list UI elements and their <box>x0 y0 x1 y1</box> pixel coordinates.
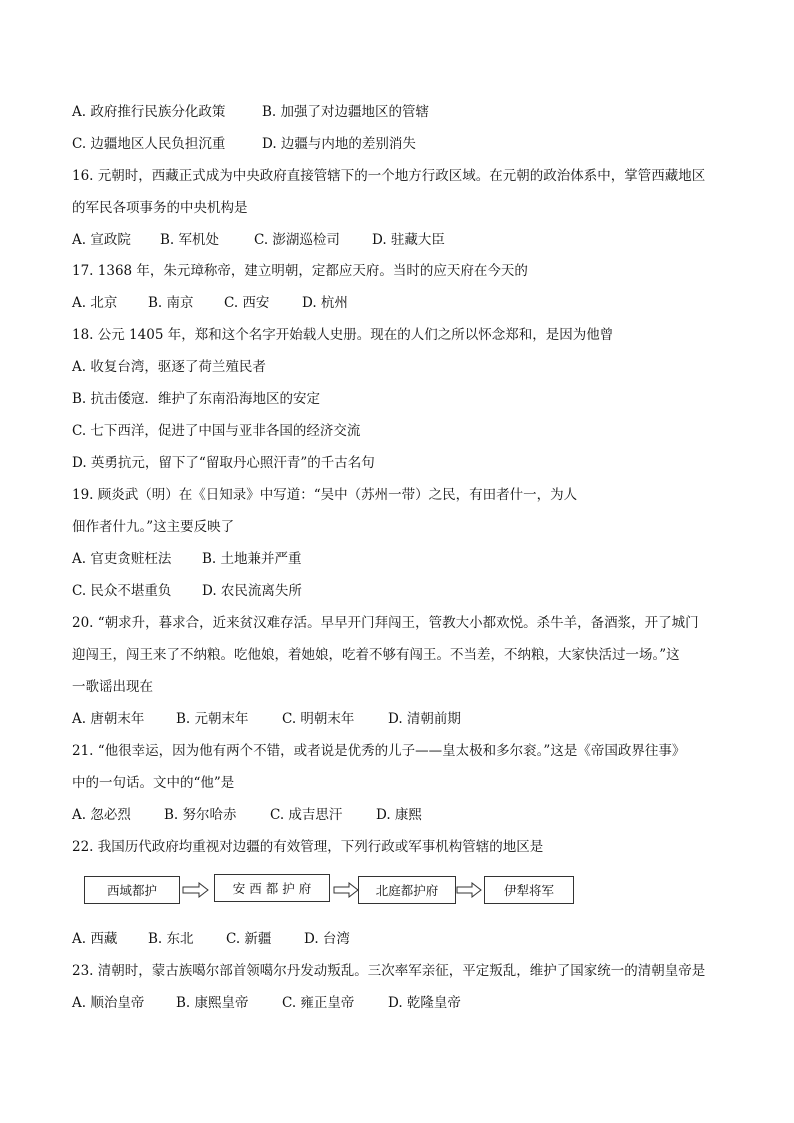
q21-stem-line-2: 中的一句话。文中的“他”是 <box>72 775 235 791</box>
q23-stem: 23. 清朝时，蒙古族噶尔部首领噶尔丹发动叛乱。三次率军亲征，平定叛乱，维护了国家统一的清朝皇帝是 <box>72 963 706 979</box>
arrow-right-icon <box>332 882 360 898</box>
q19-option-a[interactable]: A. 官吏贪赃枉法 <box>72 551 172 567</box>
q15-option-b[interactable]: B. 加强了对边疆地区的管辖 <box>262 104 430 120</box>
q20-stem-line-3: 一歌谣出现在 <box>72 679 153 695</box>
q17-option-a[interactable]: A. 北京 <box>72 295 118 311</box>
q16-options <box>72 231 445 249</box>
q17-options <box>72 294 348 312</box>
q23-option-b[interactable]: B. 康熙皇帝 <box>176 995 249 1011</box>
q18-option-b[interactable]: B. 抗击倭寇．维护了东南沿海地区的安定 <box>72 391 321 407</box>
q16-option-b[interactable]: B. 军机处 <box>160 232 220 248</box>
q22-option-c[interactable]: C. 新疆 <box>226 931 272 947</box>
q16-option-c[interactable]: C. 澎湖巡检司 <box>254 232 340 248</box>
q20-option-b[interactable]: B. 元朝末年 <box>176 711 249 727</box>
q22-stem: 22. 我国历代政府均重视对边疆的有效管理，下列行政或军事机构管辖的地区是 <box>72 839 544 855</box>
q19-option-d[interactable]: D. 农民流离失所 <box>202 583 302 599</box>
q19-option-c[interactable]: C. 民众不堪重负 <box>72 583 172 599</box>
q20-stem-line-1: 20. “朝求升，暮求合，近来贫汉难存活。早早开门拜闯王，管教大小都欢悦。杀牛羊，备酒浆，开了城门 <box>72 615 699 631</box>
q19-stem-line-1: 19. 顾炎武（明）在《日知录》中写道：“吴中（苏州一带）之民，有田者什一，为人 <box>72 487 578 503</box>
q19-options-row-2 <box>72 582 302 600</box>
q20-option-a[interactable]: A. 唐朝末年 <box>72 711 145 727</box>
q16-option-d[interactable]: D. 驻藏大臣 <box>372 232 445 248</box>
q21-stem-line-1: 21. “他很幸运，因为他有两个不错，或者说是优秀的儿子——皇太极和多尔衮。”这是《帝国政界往事》 <box>72 743 686 759</box>
q19-options-row-1 <box>72 550 302 568</box>
q16-option-a[interactable]: A. 宣政院 <box>72 232 131 248</box>
q15-option-c[interactable]: C. 边疆地区人民负担沉重 <box>72 136 226 152</box>
q21-option-c[interactable]: C. 成吉思汗 <box>270 807 343 823</box>
q21-option-a[interactable]: A. 忽必烈 <box>72 807 131 823</box>
arrow-right-icon <box>455 882 483 898</box>
q20-option-d[interactable]: D. 清朝前期 <box>388 711 461 727</box>
q17-option-d[interactable]: D. 杭州 <box>302 295 348 311</box>
q23-options <box>72 994 461 1012</box>
q17-option-c[interactable]: C. 西安 <box>224 295 270 311</box>
arrow-right-icon <box>181 882 211 898</box>
q23-option-d[interactable]: D. 乾隆皇帝 <box>388 995 461 1011</box>
q15-option-a[interactable]: A. 政府推行民族分化政策 <box>72 104 226 120</box>
diagram-box-beiting-duhufu: 北庭都护府 <box>358 876 456 904</box>
q18-option-d[interactable]: D. 英勇抗元，留下了“留取丹心照汗青”的千古名句 <box>72 455 375 471</box>
q18-option-a[interactable]: A. 收复台湾，驱逐了荷兰殖民者 <box>72 359 266 375</box>
q22-option-b[interactable]: B. 东北 <box>148 931 194 947</box>
q20-stem-line-2: 迎闯王，闯王来了不纳粮。吃他娘，着她娘，吃着不够有闯王。不当差，不纳粮，大家快活过一场。”这 <box>72 647 680 663</box>
diagram-box-anxi-duhufu: 安 西 都 护 府 <box>214 874 330 902</box>
q15-options-row-2 <box>72 135 416 153</box>
q17-stem: 17. 1368 年，朱元璋称帝，建立明朝，定都应天府。当时的应天府在今天的 <box>72 263 528 279</box>
q23-option-a[interactable]: A. 顺治皇帝 <box>72 995 145 1011</box>
q20-option-c[interactable]: C. 明朝末年 <box>282 711 355 727</box>
q22-option-a[interactable]: A. 西藏 <box>72 931 118 947</box>
q15-options-row-1 <box>72 103 429 121</box>
q20-options <box>72 710 461 728</box>
diagram-box-yili-jiangjun: 伊犁将军 <box>484 876 574 904</box>
q21-options <box>72 806 422 824</box>
q18-stem: 18. 公元 1405 年，郑和这个名字开始载人史册。现在的人们之所以怀念郑和，是因为他曾 <box>72 327 614 343</box>
q22-option-d[interactable]: D. 台湾 <box>304 931 350 947</box>
q21-option-b[interactable]: B. 努尔哈赤 <box>164 807 237 823</box>
q18-option-c[interactable]: C. 七下西洋，促进了中国与亚非各国的经济交流 <box>72 423 361 439</box>
q16-stem-line-2: 的军民各项事务的中央机构是 <box>72 200 248 216</box>
q19-option-b[interactable]: B. 土地兼并严重 <box>202 551 302 567</box>
q16-stem-line-1: 16. 元朝时，西藏正式成为中央政府直接管辖下的一个地方行政区域。在元朝的政治体系中，掌管西藏地区 <box>72 168 706 184</box>
q19-stem-line-2: 佃作者什九。”这主要反映了 <box>72 519 235 535</box>
q22-options <box>72 930 350 948</box>
q23-option-c[interactable]: C. 雍正皇帝 <box>282 995 355 1011</box>
diagram-box-xiyu-duhu: 西域都护 <box>84 876 180 904</box>
q15-option-d[interactable]: D. 边疆与内地的差别消失 <box>262 136 416 152</box>
q17-option-b[interactable]: B. 南京 <box>148 295 194 311</box>
q21-option-d[interactable]: D. 康熙 <box>376 807 422 823</box>
